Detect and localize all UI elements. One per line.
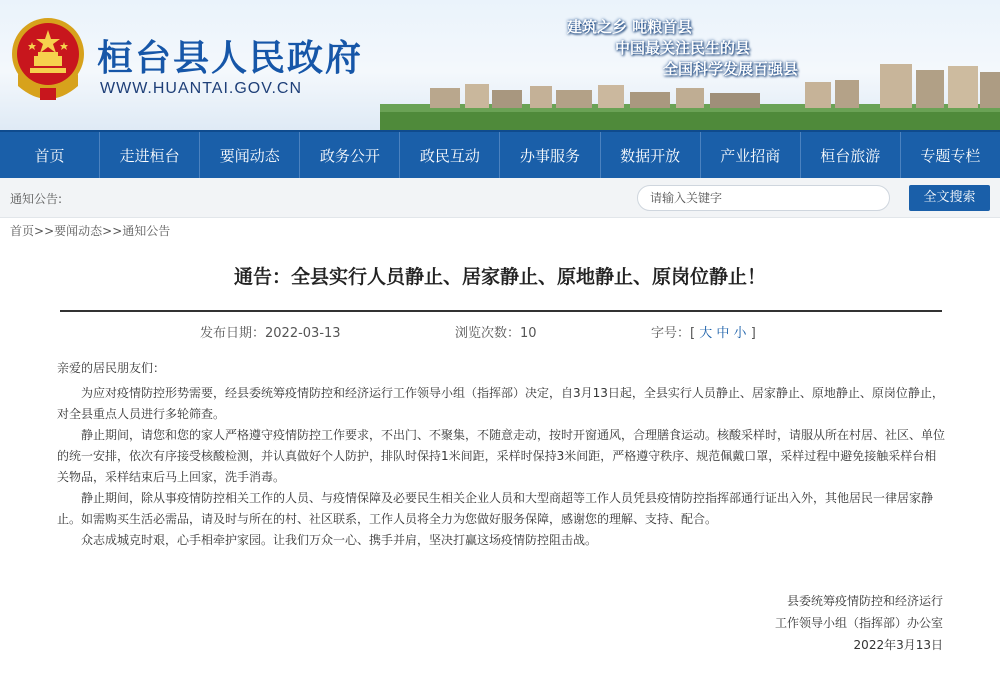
article-body [57,358,947,551]
font-size-bracket-left: [ [690,326,700,341]
view-count-value: 10 [520,326,537,341]
signature-block [775,590,943,656]
signature-line-2: 工作领导小组（指挥部）办公室 [774,616,943,630]
breadcrumb-news[interactable]: 要闻动态 [54,224,103,238]
breadcrumb-notices[interactable]: 通知公告 [122,224,171,238]
font-size-medium[interactable]: 中 [716,326,730,341]
search-input[interactable]: 请输入关键字 [637,185,890,211]
slogan-3: 全国科学发展百强县 [663,60,799,78]
view-count-label: 浏览次数： [455,326,521,341]
site-header [0,0,1000,130]
paragraph-3: 静止期间，除从事疫情防控相关工作的人员、与疫情保障及必要民生相关企业人员和大型商超等工作人员凭县疫情防控指挥部通行证出入外，其他居民一律居家静止。如需购买生活必需品，请及时与所在的村、社区联系，工作人员将全力为您做好服务保障，感谢您的理解、支持、配合。 [57,491,934,526]
nav-item-investment[interactable]: 产业招商 [701,132,801,178]
title-divider [60,310,942,312]
paragraph-4: 众志成城克时艰，心手相牵护家园。让我们万众一心、携手并肩，坚决打赢这场疫情防控阻击战。 [81,533,598,547]
nav-item-home[interactable]: 首页 [0,132,100,178]
paragraph-2: 静止期间，请您和您的家人严格遵守疫情防控工作要求，不出门、不聚集，不随意走动，按时开窗通风，合理膳食运动。核酸采样时，请服从所在村居、社区、单位的统一安排，依次有序接受核酸检测，并认真做好个人防护，排队时保持1米间距，采样时保持3米间距，严格遵守秩序、规范佩戴口罩，采样过程中避免接触采样台相关物品，采样结束后马上回家，洗手消毒。 [57,428,946,484]
nav-item-news[interactable]: 要闻动态 [200,132,300,178]
publish-date-label: 发布日期： [200,326,266,341]
breadcrumb-separator: >> [34,224,55,238]
font-size-bracket-right: ] [746,326,756,341]
publish-date-value: 2022-03-13 [265,326,341,341]
nav-item-gov-affairs[interactable]: 政务公开 [300,132,400,178]
nav-item-topics[interactable]: 专题专栏 [920,146,981,165]
breadcrumb-separator: >> [102,224,123,238]
nav-item-open-data[interactable]: 数据开放 [601,132,701,178]
search-button[interactable]: 全文搜索 [909,185,990,211]
publish-date [200,322,341,341]
font-size-selector [651,322,756,341]
breadcrumb-home[interactable]: 首页 [10,224,35,238]
view-count [455,322,537,341]
main-nav [0,130,1000,178]
breadcrumb [10,222,170,239]
font-size-label: 字号： [651,326,691,341]
salutation: 亲爱的居民朋友们： [57,361,166,375]
notice-label: 通知公告: [10,192,63,206]
slogan-2: 中国最关注民生的县 [615,39,751,57]
nav-item-services[interactable]: 办事服务 [500,132,600,178]
slogan-1: 建筑之乡 吨粮首县 [567,18,693,36]
signature-date: 2022年3月13日 [853,638,943,652]
nav-item-interaction[interactable]: 政民互动 [400,132,500,178]
article-title: 通告：全县实行人员静止、居家静止、原地静止、原岗位静止！ [233,266,766,288]
nav-item-tourism[interactable]: 桓台旅游 [801,132,901,178]
site-title[interactable]: 桓台县人民政府 [97,38,364,79]
nav-item-about[interactable]: 走进桓台 [100,132,200,178]
site-url: WWW.HUANTAI.GOV.CN [100,80,302,97]
font-size-large[interactable]: 大 [699,326,713,341]
paragraph-1: 为应对疫情防控形势需要，经县委统筹疫情防控和经济运行工作领导小组（指挥部）决定，自3月13日起，全县实行人员静止、居家静止、原地静止、原岗位静止，对全县重点人员进行多轮筛查。 [57,386,944,421]
national-emblem-icon [10,14,86,104]
signature-line-1: 县委统筹疫情防控和经济运行 [786,594,943,608]
notice-bar [0,178,1000,218]
font-size-small[interactable]: 小 [733,326,747,341]
